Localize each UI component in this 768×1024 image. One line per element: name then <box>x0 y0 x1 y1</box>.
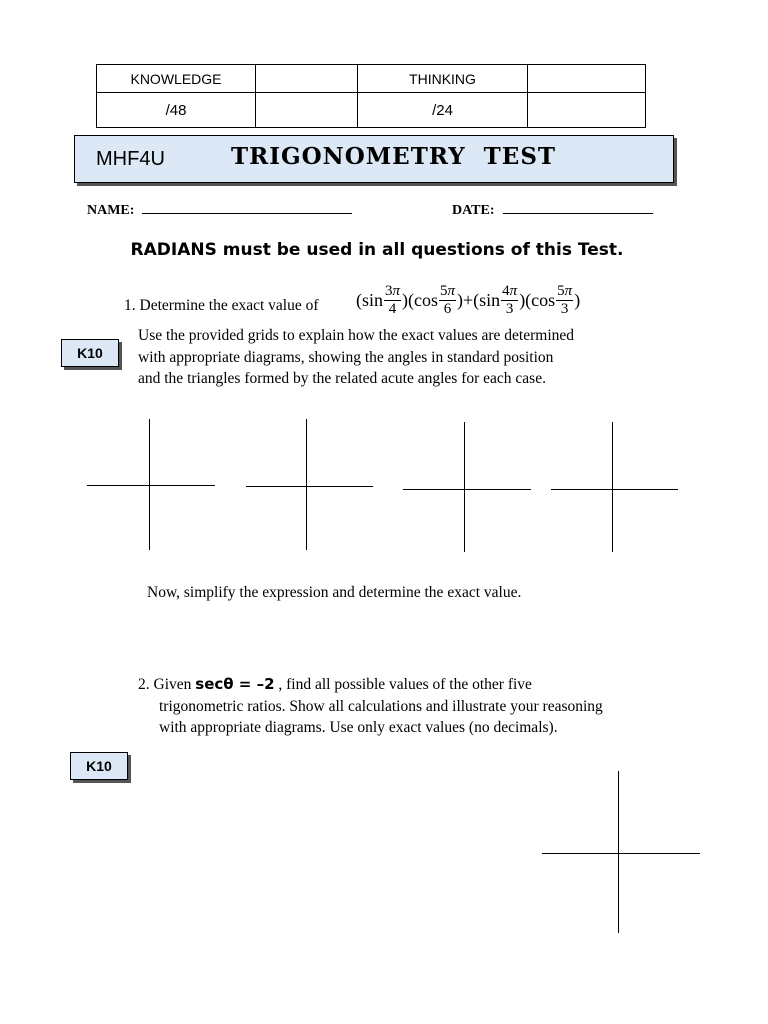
score-table <box>96 64 646 128</box>
frac1-den: 4 <box>388 301 397 317</box>
grid-5-x-axis <box>542 853 700 854</box>
question1-followup: Now, simplify the expression and determine the exact value. <box>147 584 522 601</box>
question2-line-1: trigonometric ratios. Show all calculations and illustrate your reasoning <box>159 697 603 715</box>
score-thinking-total: /24 <box>358 93 528 128</box>
expr-part-4: )(cos <box>519 290 556 310</box>
question1-line-2: with appropriate diagrams, showing the angles in standard position <box>138 348 554 366</box>
question2-prefix: 2. Given <box>138 676 192 693</box>
question2-expression: secθ = –2 <box>195 675 275 693</box>
question1-prompt: 1. Determine the exact value of <box>124 297 319 314</box>
test-instructions: RADIANS must be used in all questions of this Test. <box>130 240 624 260</box>
expr-part-1: (sin <box>356 290 383 310</box>
score-thinking-extra-cell[interactable] <box>528 93 646 128</box>
frac3-num: 4 <box>502 283 510 299</box>
name-label: NAME: <box>87 203 135 218</box>
frac4-den: 3 <box>560 301 569 317</box>
question1-line-1: Use the provided grids to explain how the exact values are determined <box>138 327 575 344</box>
score-knowledge-extra-cell[interactable] <box>256 93 358 128</box>
question2-suffix: , find all possible values of the other five <box>278 676 532 693</box>
name-blank-line[interactable] <box>142 201 352 214</box>
fraction-5pi-6 <box>439 283 456 318</box>
grid-1-y-axis <box>149 419 150 550</box>
question1-expression <box>356 283 580 318</box>
frac3-den: 3 <box>505 301 514 317</box>
date-field[interactable] <box>452 201 653 219</box>
grid-2-y-axis <box>306 419 307 550</box>
question2-line-2: with appropriate diagrams. Use only exact values (no decimals). <box>159 719 558 736</box>
score-knowledge-total: /48 <box>97 93 256 128</box>
frac1-num: 3 <box>385 283 393 299</box>
score-table-header-row <box>97 65 646 93</box>
score-knowledge-mark-cell[interactable] <box>256 65 358 93</box>
score-thinking-mark-cell[interactable] <box>528 65 646 93</box>
expr-part-2: )(cos <box>402 290 438 310</box>
score-thinking-label: THINKING <box>358 65 528 93</box>
frac2-den: 6 <box>443 301 452 317</box>
question1-marks-badge: K10 <box>61 339 119 367</box>
title-banner <box>74 135 674 183</box>
fraction-4pi-3 <box>501 283 518 318</box>
question1-instructions <box>138 325 574 390</box>
pi-symbol: π <box>392 283 401 299</box>
date-blank-line[interactable] <box>503 201 653 214</box>
grid-3-y-axis <box>464 422 465 552</box>
grid-3-x-axis <box>403 489 531 490</box>
grid-2-x-axis <box>246 486 373 487</box>
grid-4-y-axis <box>612 422 613 552</box>
question2-text <box>138 674 603 739</box>
test-title: TRIGONOMETRY TEST <box>231 143 557 170</box>
grid-1-x-axis <box>87 485 215 486</box>
pi-symbol: π <box>564 283 573 299</box>
score-table-value-row <box>97 93 646 128</box>
frac4-num: 5 <box>557 283 565 299</box>
question1-line-3: and the triangles formed by the related acute angles for each case. <box>138 370 546 387</box>
date-label: DATE: <box>452 203 495 218</box>
course-code: MHF4U <box>96 148 165 170</box>
name-field[interactable] <box>87 201 352 219</box>
question2-marks-badge: K10 <box>70 752 128 780</box>
fraction-5pi-3 <box>556 283 573 318</box>
score-knowledge-label: KNOWLEDGE <box>97 65 256 93</box>
expr-part-3: )+(sin <box>457 290 501 310</box>
frac2-num: 5 <box>440 283 448 299</box>
pi-symbol: π <box>447 283 456 299</box>
expr-part-5: ) <box>574 290 581 310</box>
pi-symbol: π <box>509 283 518 299</box>
grid-4-x-axis <box>551 489 678 490</box>
grid-5-y-axis <box>618 771 619 933</box>
fraction-3pi-4 <box>384 283 401 318</box>
question2-line-0 <box>138 674 603 696</box>
